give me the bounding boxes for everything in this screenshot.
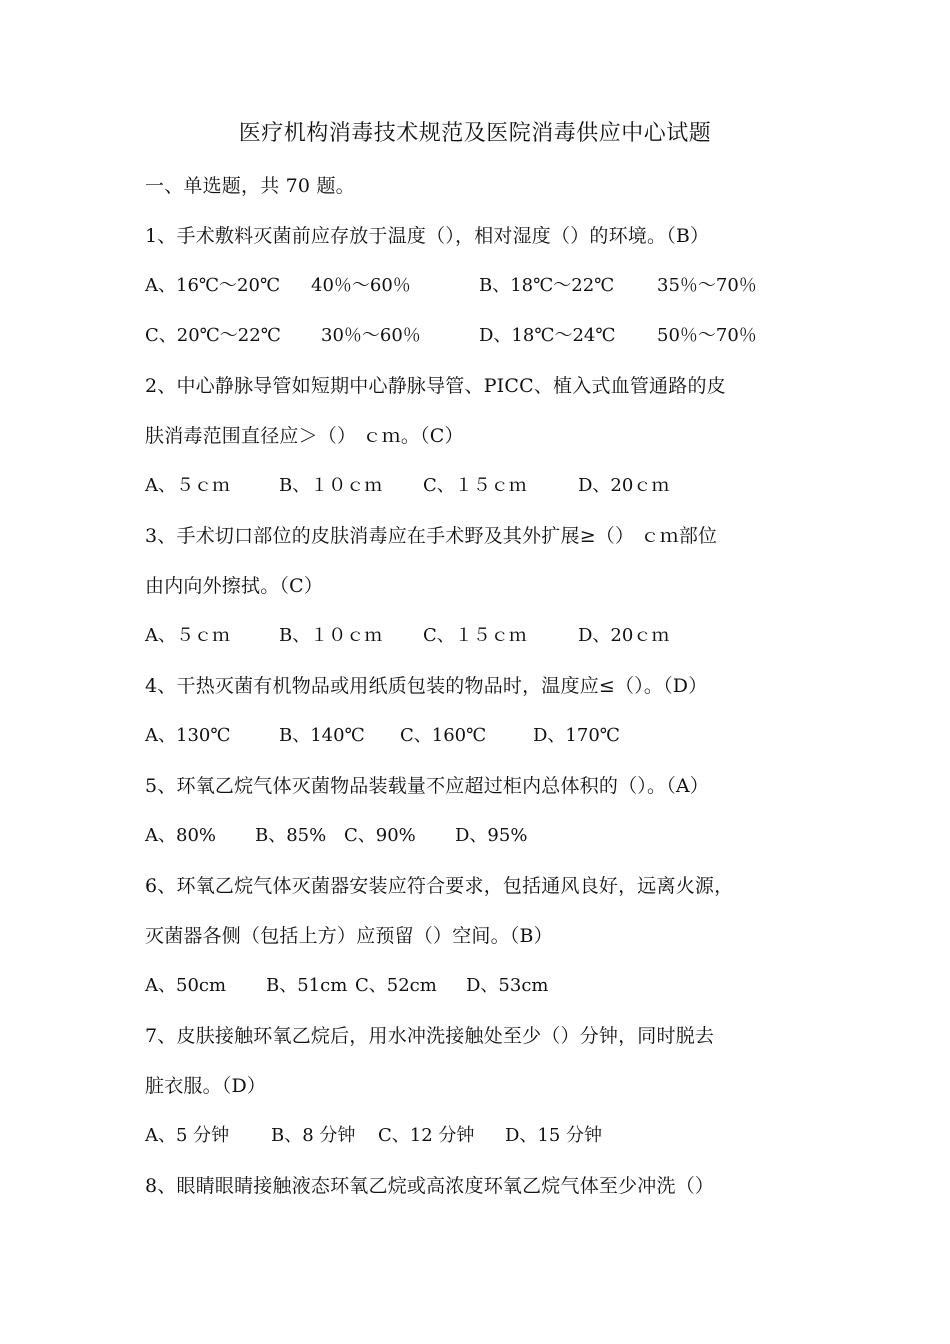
option-b: B、140℃ [279, 725, 365, 746]
option-c: C、12 分钟 [378, 1125, 475, 1146]
option-c-humidity: 30％～60％ [321, 325, 421, 346]
option-d: D、170℃ [533, 725, 620, 746]
option-d: D、53cm [466, 975, 549, 996]
option-a: A、５ｃｍ [145, 475, 230, 496]
option-c: C、20℃～22℃ [145, 325, 281, 346]
option-d-humidity: 50％～70％ [657, 325, 757, 346]
option-b-humidity: 35％～70％ [657, 275, 757, 296]
option-c: C、52cm [355, 975, 437, 996]
question-8-stem: 8、眼睛眼睛接触液态环氧乙烷或高浓度环氧乙烷气体至少冲洗（） [145, 1175, 715, 1197]
option-c: C、１５ｃｍ [423, 625, 527, 646]
option-b: B、85% [255, 825, 327, 846]
section-heading: 一、单选题，共 70 题。 [145, 175, 355, 197]
option-a: A、５ｃｍ [145, 625, 230, 646]
option-b: B、18℃～22℃ [479, 275, 615, 296]
option-b: B、１０ｃｍ [279, 625, 383, 646]
option-c: C、１５ｃｍ [423, 475, 527, 496]
option-c: C、90% [344, 825, 416, 846]
question-3-stem-line-2: 由内向外擦拭。（C） [145, 575, 324, 597]
question-3-stem-line-1: 3、手术切口部位的皮肤消毒应在手术野及其外扩展≥（） ｃｍ部位 [145, 525, 718, 547]
option-d: D、20ｃｍ [578, 475, 670, 496]
question-5-stem: 5、环氧乙烷气体灭菌物品装载量不应超过柜内总体积的（）。（A） [145, 775, 710, 797]
option-c: C、160℃ [400, 725, 487, 746]
question-1-stem: 1、手术敷料灭菌前应存放于温度（），相对湿度（）的环境。（B） [145, 225, 710, 247]
option-b: B、１０ｃｍ [279, 475, 383, 496]
option-b: B、51cm [266, 975, 348, 996]
option-a: A、130℃ [145, 725, 231, 746]
question-7-stem-line-2: 脏衣服。（D） [145, 1075, 267, 1097]
question-2-stem-line-1: 2、中心静脉导管如短期中心静脉导管、PICC、植入式血管通路的皮 [145, 375, 726, 397]
question-6-stem-line-1: 6、环氧乙烷气体灭菌器安装应符合要求，包括通风良好，远离火源， [145, 875, 734, 897]
question-7-stem-line-1: 7、皮肤接触环氧乙烷后，用水冲洗接触处至少（）分钟，同时脱去 [145, 1025, 715, 1047]
option-d: D、18℃～24℃ [479, 325, 616, 346]
option-d: D、15 分钟 [505, 1125, 603, 1146]
option-d: D、95% [455, 825, 528, 846]
option-a: A、5 分钟 [145, 1125, 230, 1146]
option-a-humidity: 40％～60％ [311, 275, 411, 296]
question-4-stem: 4、干热灭菌有机物品或用纸质包装的物品时，温度应≤（）。（D） [145, 675, 708, 697]
option-a: A、50cm [145, 975, 227, 996]
option-a: A、80% [145, 825, 217, 846]
document-title: 医疗机构消毒技术规范及医院消毒供应中心试题 [238, 121, 712, 146]
option-b: B、8 分钟 [271, 1125, 356, 1146]
option-d: D、20ｃｍ [578, 625, 670, 646]
question-2-stem-line-2: 肤消毒范围直径应＞（） ｃｍ。（C） [145, 425, 464, 447]
option-a: A、16℃～20℃ [145, 275, 281, 296]
question-6-stem-line-2: 灭菌器各侧（包括上方）应预留（）空间。（B） [145, 925, 553, 947]
